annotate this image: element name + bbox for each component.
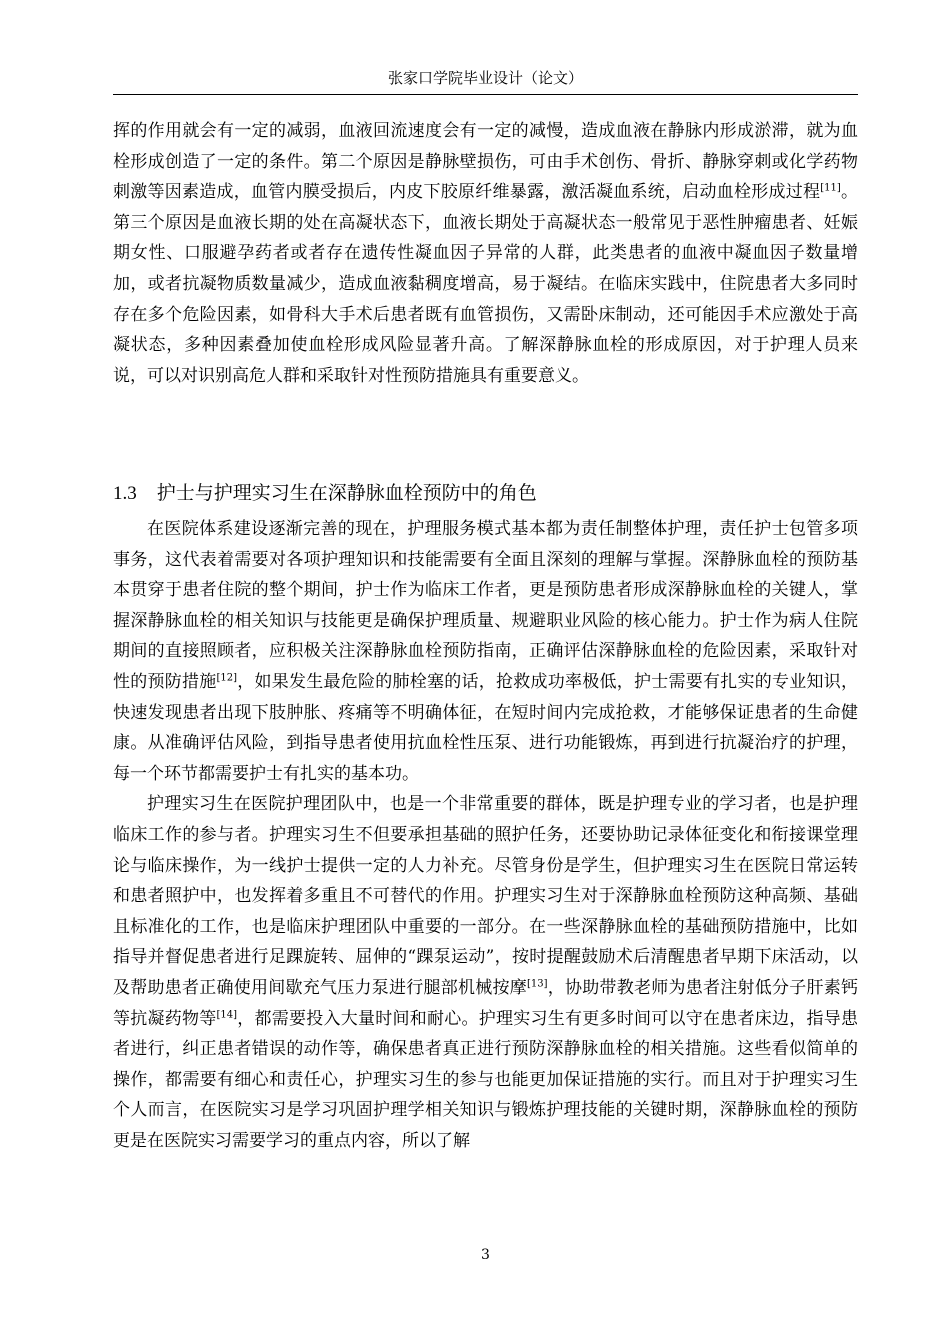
citation: [13] (526, 978, 548, 990)
section-title: 护士与护理实习生在深静脉血栓预防中的角色 (156, 482, 537, 504)
citation: [14] (216, 1008, 238, 1020)
citation: [12] (216, 672, 238, 684)
citation: [11] (820, 182, 841, 194)
paragraph-causes (113, 116, 858, 391)
paragraph-intern-role: 护理实习生在医院护理团队中，也是一个非常重要的群体，既是护理专业的学习者，也是护理临床工作的参与者。护理实习生不但要承担基础的照护任务，还要协助记录体征变化和衔接课堂理论与临床操作，为一线护士提供一定的人力补充。尽管身份是学生，但护理实习生在医院日常运转和患者照护中，也发挥着多重且不可替代的作用。护理实习生对于深静脉血栓预防这种高频、基础且标准化的工作，也是临床护理团队中重要的一部分。在一些深静脉血栓的基础预防措施中，比如指导并督促患者进行足踝旋转、屈伸的“踝泵运动”，按时提醒鼓励术后清醒患者早期下床活动，以及帮助患者正确使用间歇充气压力泵进行腿部机械按摩[13]，协助带教老师为患者注射低分子肝素钙等抗凝药物等[14]，都需要投入大量时间和耐心。护理实习生有更多时间可以守在患者床边，指导患者进行，纠正患者错误的动作等，确保患者真正进行预防深静脉血栓的相关措施。这些看似简单的操作，都需要有细心和责任心，护理实习生的参与也能更加保证措施的实行。而且对于护理实习生个人而言，在医院实习是学习巩固护理学相关知识与锻炼护理技能的关键时期，深静脉血栓的预防更是在医院实习需要学习的重点内容，所以了解 (113, 794, 859, 1151)
page-header: 张家口学院毕业设计（论文） (387, 69, 583, 87)
paragraph-text: 挥的作用就会有一定的减弱，血液回流速度会有一定的减慢，造成血液在静脉内形成淤滞，就为血栓形成创造了一定的条件。第二个原因是静脉壁损伤，可由手术创伤、骨折、静脉穿刺或化学药物刺激等因素造成，血管内膜受损后，内皮下胶原纤维暴露，激活凝血系统，启动血栓形成过程[11]。第三个原因是血液长期的处在高凝状态下，血液长期处于高凝状态一般常见于恶性肿瘤患者、妊娠期女性、口服避孕药者或者存在遗传性凝血因子异常的人群，此类患者的血液中凝血因子数量增加，或者抗凝物质数量减少，造成血液黏稠度增高，易于凝结。在临床实践中，住院患者大多同时存在多个危险因素，如骨科大手术后患者既有血管损伤，又需卧床制动，还可能因手术应激处于高凝状态，多种因素叠加使血栓形成风险显著升高。了解深静脉血栓的形成原因，对于护理人员来说，可以对识别高危人群和采取针对性预防措施具有重要意义。 (113, 121, 858, 386)
page-number: 3 (481, 1247, 490, 1263)
section-body (113, 514, 858, 1156)
paragraph-nurse-role: 在医院体系建设逐渐完善的现在，护理服务模式基本都为责任制整体护理，责任护士包管多项事务，这代表着需要对各项护理知识和技能需要有全面且深刻的理解与掌握。深静脉血栓的预防基本贯穿于患者住院的整个期间，护士作为临床工作者，更是预防患者形成深静脉血栓的关键人，掌握深静脉血栓的相关知识与技能更是确保护理质量、规避职业风险的核心能力。护士作为病人住院期间的直接照顾者，应积极关注深静脉血栓预防指南，正确评估深静脉血栓的危险因素，采取针对性的预防措施[12]，如果发生最危险的肺栓塞的话，抢救成功率极低，护士需要有扎实的专业知识，快速发现患者出现下肢肿胀、疼痛等不明确体征，在短时间内完成抢救，才能够保证患者的生命健康。从准确评估风险，到指导患者使用抗血栓性压泵、进行功能锻炼，再到进行抗凝治疗的护理，每一个环节都需要护士有扎实的基本功。 (113, 519, 859, 784)
section-heading (113, 478, 858, 508)
section-number: 1.3 (113, 483, 137, 504)
header-divider (113, 94, 858, 95)
